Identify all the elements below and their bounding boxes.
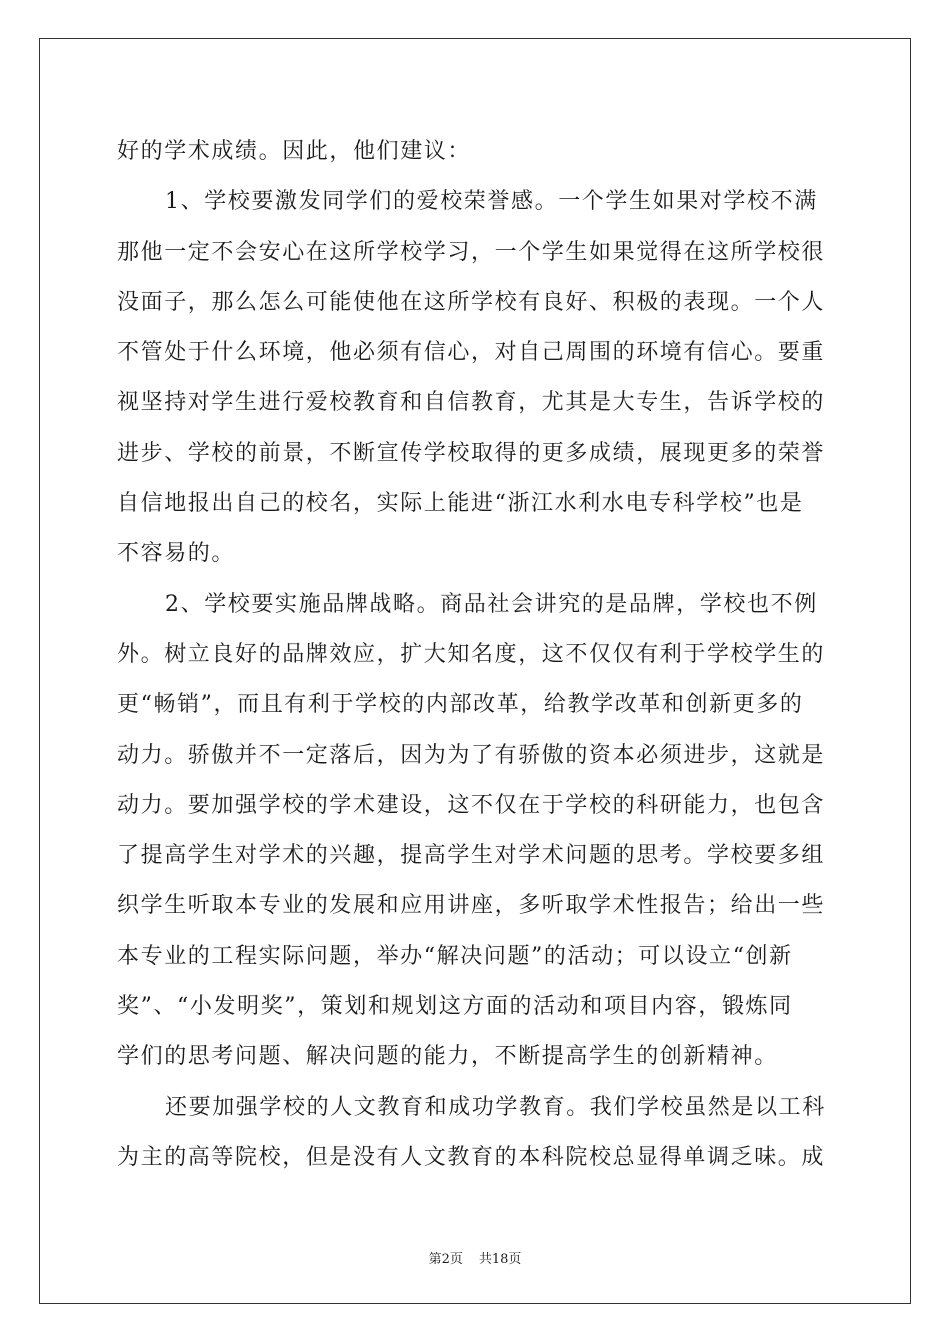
text-line: 动力。骄傲并不一定落后，因为为了有骄傲的资本必须进步，这就是 (117, 742, 826, 768)
paragraph-first-line: 1、学校要激发同学们的爱校荣誉感。一个学生如果对学校不满 (165, 189, 818, 215)
text-line: 学们的思考问题、解决问题的能力，不断提高学生的创新精神。 (117, 1044, 778, 1070)
text-line: 为主的高等院校，但是没有人文教育的本科院校总显得单调乏味。成 (117, 1144, 826, 1170)
page-footer (0, 1248, 950, 1267)
text-line: 进步、学校的前景，不断宣传学校取得的更多成绩，展现更多的荣誉 (117, 440, 826, 466)
text-line: 外。树立良好的品牌效应，扩大知名度，这不仅仅有利于学校学生的 (117, 641, 826, 667)
text-line: 视坚持对学生进行爱校教育和自信教育，尤其是大专生，告诉学校的 (117, 390, 826, 416)
page-number: 第2页 (428, 1252, 463, 1267)
text-line: 了提高学生对学术的兴趣，提高学生对学术问题的思考。学校要多组 (117, 843, 826, 869)
text-line: 那他一定不会安心在这所学校学习，一个学生如果觉得在这所学校很 (117, 239, 826, 265)
page-total: 共18页 (478, 1252, 522, 1267)
text-line: 本专业的工程实际问题，举办“解决问题”的活动；可以设立“创新 (117, 943, 793, 969)
text-line: 动力。要加强学校的学术建设，这不仅在于学校的科研能力，也包含 (117, 792, 826, 818)
text-line: 好的学术成绩。因此，他们建议： (117, 139, 472, 164)
paragraph-first-line: 还要加强学校的人文教育和成功学教育。我们学校虽然是以工科 (165, 1094, 826, 1120)
text-line: 更“畅销”，而且有利于学校的内部改革，给教学改革和创新更多的 (117, 692, 804, 718)
text-line: 没面子，那么怎么可能使他在这所学校有良好、积极的表现。一个人 (117, 289, 826, 315)
text-line: 奖”、“小发明奖”，策划和规划这方面的活动和项目内容，锻炼同 (117, 994, 793, 1020)
document-body (117, 127, 837, 1183)
text-line: 织学生听取本专业的发展和应用讲座，多听取学术性报告；给出一些 (117, 893, 826, 919)
text-line: 不容易的。 (117, 541, 236, 567)
text-line: 自信地报出自己的校名，实际上能进“浙江水利水电专科学校”也是 (117, 491, 804, 517)
paragraph-first-line: 2、学校要实施品牌战略。商品社会讲究的是品牌，学校也不例 (165, 591, 818, 617)
text-line: 不管处于什么环境，他必须有信心，对自己周围的环境有信心。要重 (117, 340, 826, 366)
